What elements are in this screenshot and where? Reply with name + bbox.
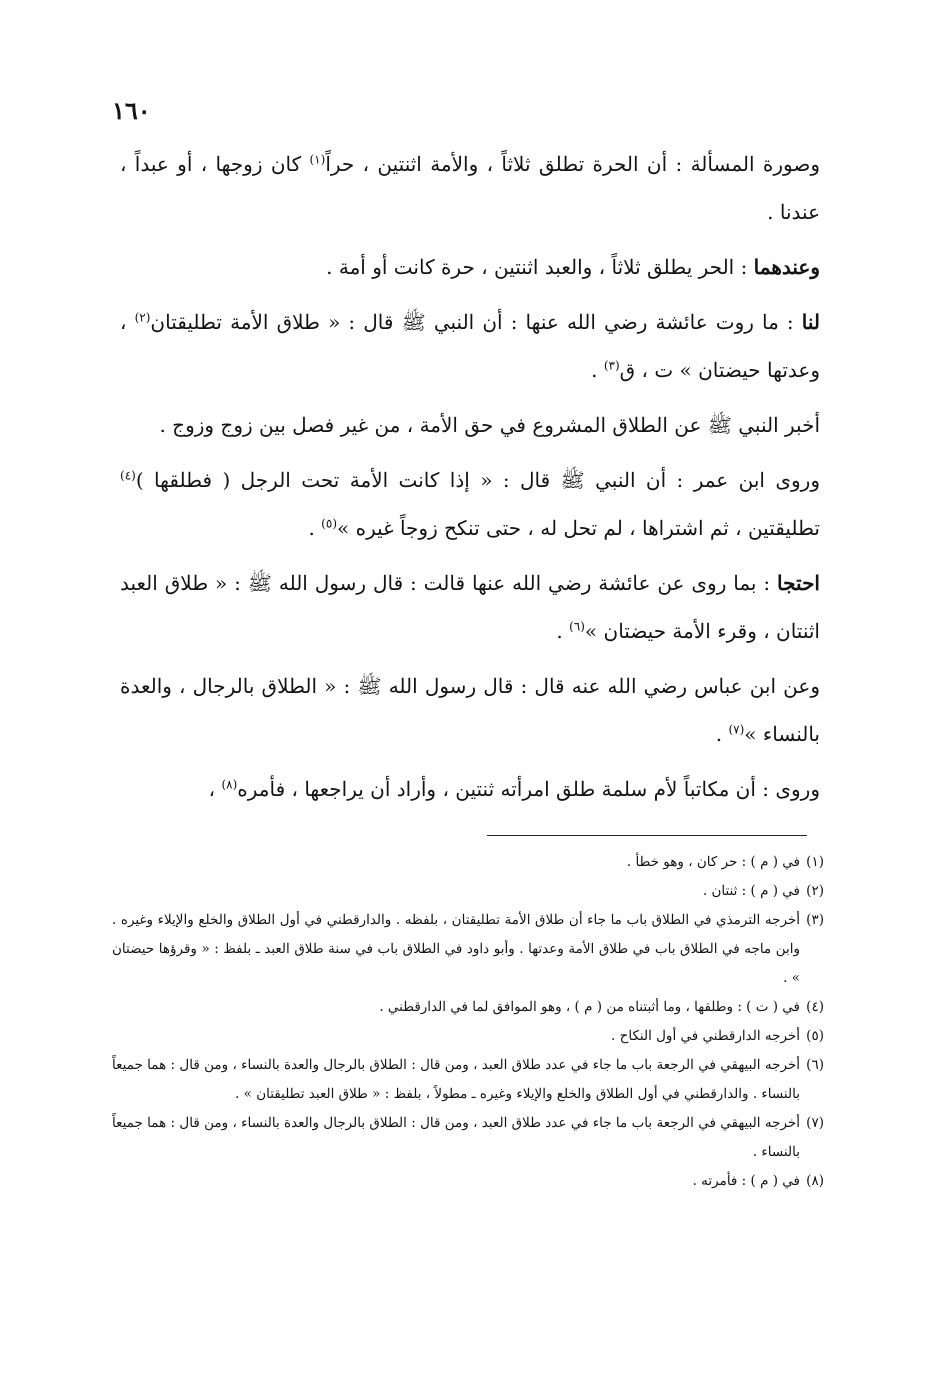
footnote-text: أخرجه البيهقي في الرجعة باب ما جاء في عدد طلاق العبد ، ومن قال : الطلاق بالرجال والعدة بالنساء ، ومن قال : هما جميعاً بالنساء . <box>112 1115 800 1160</box>
paragraph-8 <box>120 765 820 813</box>
footnote-6 <box>112 1051 824 1109</box>
footnote-1 <box>112 848 824 877</box>
footnote-text: أخرجه الترمذي في الطلاق باب ما جاء أن طلاق الأمة تطليقتان ، بلفظه . والدارقطني في أول الطلاق والخلع والإيلاء وغيره . وابن ماجه في الطلاق باب في طلاق الأمة وعدتها . وأبو داود في الطلاق باب في سنة طلاق العبد ـ بلفظ : « وقرؤها حيضتان » . <box>112 912 800 986</box>
footnotes <box>112 848 824 1196</box>
paragraph-text-continued: تطليقتين ، ثم اشتراها ، لم تحل له ، حتى تنكح زوجاً غيره » <box>337 516 820 540</box>
main-text <box>120 140 820 820</box>
paragraph-text: وروى ابن عمر : أن النبي ﷺ قال : « إذا كانت الأمة تحت الرجل ( فطلقها ) <box>135 468 820 492</box>
paragraph-lead: احتجا <box>777 571 820 595</box>
footnote-text: في ( م ) : ثنتان . <box>702 883 800 899</box>
footnote-ref[interactable]: (٦) <box>569 619 585 634</box>
paragraph-text-continued: . <box>556 619 570 643</box>
footnote-number: (٤) <box>806 999 824 1015</box>
paragraph-6 <box>120 559 820 655</box>
paragraph-text: وصورة المسألة : أن الحرة تطلق ثلاثاً ، والأمة اثنتين ، حراً <box>325 152 820 176</box>
footnote-text: في ( م ) : فأمرته . <box>692 1173 800 1189</box>
paragraph-text: : الحر يطلق ثلاثاً ، والعبد اثنتين ، حرة كانت أو أمة . <box>326 255 754 279</box>
footnote-text: أخرجه الدارقطني في أول النكاح . <box>611 1028 800 1044</box>
paragraph-3 <box>120 298 820 394</box>
footnote-ref[interactable]: (٧) <box>728 722 745 737</box>
footnote-8 <box>112 1167 824 1196</box>
footnote-text: في ( م ) : حر كان ، وهو خطأ . <box>626 854 800 870</box>
footnote-text: في ( ت ) : وطلقها ، وما أثبتناه من ( م ) ، وهو الموافق لما في الدارقطني . <box>379 999 800 1015</box>
footnote-ref[interactable]: (٥) <box>321 516 337 531</box>
footnote-number: (٦) <box>806 1057 824 1073</box>
paragraph-text-continued: ، وعدتها حيضتان » ت ، ق <box>120 310 820 382</box>
footnote-4 <box>112 993 824 1022</box>
paragraph-text-end: . <box>308 516 322 540</box>
footnote-2 <box>112 877 824 906</box>
footnote-7 <box>112 1109 824 1167</box>
paragraph-text-continued: . <box>715 722 729 746</box>
paragraph-text-continued: كان زوجها ، أو عبداً ، عندنا . <box>120 152 820 224</box>
paragraph-text: وعن ابن عباس رضي الله عنه قال : قال رسول الله ﷺ : « الطلاق بالرجال ، والعدة بالنساء » <box>120 674 820 746</box>
paragraph-text: أخبر النبي ﷺ عن الطلاق المشروع في حق الأمة ، من غير فصل بين زوج وزوج . <box>159 413 820 437</box>
footnote-text: أخرجه البيهقي في الرجعة باب ما جاء في عدد طلاق العبد ، ومن قال : الطلاق بالرجال والعدة بالنساء ، ومن قال : هما جميعاً بالنساء . والدارقطني في أول الطلاق والخلع والإيلاء وغيره ـ مطولاً ، بلفظ : « طلاق العبد تطليقتان » . <box>112 1057 800 1102</box>
footnote-ref[interactable]: (١) <box>309 152 326 167</box>
paragraph-2 <box>120 243 820 291</box>
footnote-ref[interactable]: (٨) <box>221 777 238 792</box>
paragraph-1 <box>120 140 820 236</box>
footnote-number: (٥) <box>806 1028 824 1044</box>
paragraph-5 <box>120 456 820 552</box>
footnote-number: (١) <box>806 854 824 870</box>
paragraph-text-continued: ، <box>208 777 222 801</box>
footnote-ref[interactable]: (٤) <box>120 468 136 483</box>
page-number: ١٦٠ <box>112 96 151 125</box>
footnote-number: (٢) <box>806 883 824 899</box>
paragraph-text: : ما روت عائشة رضي الله عنها : أن النبي ﷺ قال : « طلاق الأمة تطليقتان <box>150 310 802 334</box>
footnote-ref[interactable]: (٢) <box>134 310 151 325</box>
paragraph-7 <box>120 662 820 758</box>
paragraph-lead: وعندهما <box>753 255 820 279</box>
footnote-ref[interactable]: (٣) <box>603 358 620 373</box>
paragraph-text: وروى : أن مكاتباً لأم سلمة طلق امرأته ثنتين ، وأراد أن يراجعها ، فأمره <box>237 777 820 801</box>
footnote-3 <box>112 906 824 993</box>
paragraph-text: : بما روى عن عائشة رضي الله عنها قالت : قال رسول الله ﷺ : « طلاق العبد اثنتان ، وقرء الأمة حيضتان » <box>120 571 820 643</box>
footnote-number: (٨) <box>806 1173 824 1189</box>
footnote-number: (٧) <box>806 1115 824 1131</box>
footnote-separator <box>487 835 807 836</box>
paragraph-text-end: . <box>591 358 604 382</box>
footnote-5 <box>112 1022 824 1051</box>
footnote-number: (٣) <box>806 912 824 928</box>
paragraph-lead: لنا <box>801 310 820 334</box>
paragraph-4 <box>120 401 820 449</box>
